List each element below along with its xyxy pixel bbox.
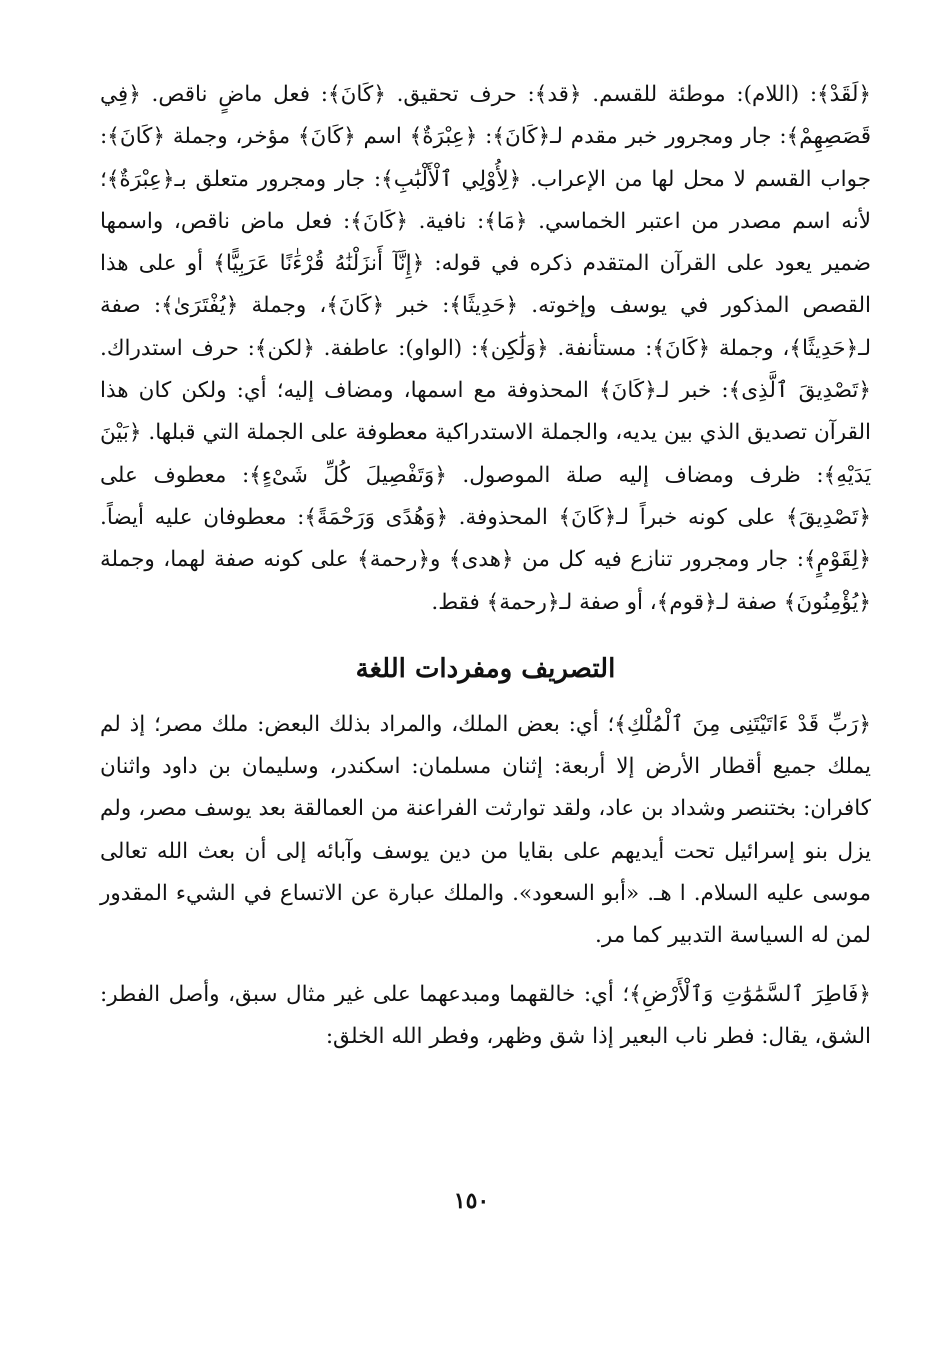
- book-page: [100, 74, 871, 1323]
- section-title: التصريف ومفردات اللغة: [355, 653, 616, 684]
- page-number: ١٥٠: [453, 1188, 490, 1214]
- morphology-paragraph-2: ﴿فَاطِرَ ٱلسَّمَٰوَٰتِ وَٱلْأَرْضِ﴾؛ أي: خالقهما ومبدعهما على غير مثال سبق، وأصل الفطر: الشق، يقال: فطر ناب البعير إذا شق وظهر، وفطر الله الخلق:: [100, 981, 871, 1049]
- paragraph-spacer: [100, 958, 871, 974]
- morphology-paragraph-1: ﴿رَبِّ قَدْ ءَاتَيْتَنِى مِنَ ٱلْمُلْكِ﴾؛ أي: بعض الملك، والمراد بذلك البعض: ملك مصر؛ إذ لم يملك جميع أقطار الأرض إلا أربعة: إثنان مسلمان: اسكندر، وسليمان بن داود واثنان كافران: بختنصر وشداد بن عاد، ولقد توارثت الفراعنة من العمالقة بعد يوسف مصر، ولم يزل بنو إسرائيل تحت أيديهم على بقايا من دين يوسف وآبائه إلى أن بعث الله تعالى موسى عليه السلام. ا هـ. «أبو السعود». والملك عبارة عن الاتساع في الشيء المقدور لمن له السياسة التدبير كما مر.: [100, 711, 871, 949]
- grammar-analysis-paragraph: ﴿لَقَدْ﴾: (اللام): موطئة للقسم. ﴿قد﴾: حرف تحقيق. ﴿كَانَ﴾: فعل ماضٍ ناقص. ﴿فِي قَصَصِهِمْ﴾: جار ومجرور خبر مقدم لـ﴿كَانَ﴾: ﴿عِبْرَةٌ﴾ اسم ﴿كَانَ﴾ مؤخر، وجملة ﴿كَانَ﴾: جواب القسم لا محل لها من الإعراب. ﴿لِأُوْلِي ٱلْأَلْبَٰبِ﴾: جار ومجرور متعلق بـ﴿عِبْرَةٌ﴾؛ لأنه اسم مصدر من اعتبر الخماسي. ﴿مَا﴾: نافية. ﴿كَانَ﴾: فعل ماض ناقص، واسمها ضمير يعود على القرآن المتقدم ذكره في قوله: ﴿إِنَّآ أَنزَلْنَٰهُ قُرْءَٰنًا عَرَبِيًّا﴾ أو على هذا القصص المذكور في يوسف وإخوته. ﴿حَدِيثًا﴾: خبر ﴿كَانَ﴾، وجملة ﴿يُفْتَرَىٰ﴾: صفة لـ﴿حَدِيثًا﴾، وجملة ﴿كَانَ﴾: مستأنفة. ﴿وَلَٰكِن﴾: (الواو): عاطفة. ﴿لكن﴾: حرف استدراك. ﴿تَصْدِيقَ ٱلَّذِى﴾: خبر لـ﴿كَانَ﴾ المحذوفة مع اسمها، ومضاف إليه؛ أي: ولكن كان هذا القرآن تصديق الذي بين يديه، والجملة الاستدراكية معطوفة على الجملة التي قبلها. ﴿بَيْنَ يَدَيْهِ﴾: ظرف ومضاف إليه صلة الموصول. ﴿وَتَفْصِيلَ كُلِّ شَىْءٍ﴾: معطوف على ﴿تَصْدِيقَ﴾ على كونه خبراً لـ﴿كَانَ﴾ المحذوفة. ﴿وَهُدًى وَرَحْمَةً﴾: معطوفان عليه أيضاً. ﴿لِقَوْمٍ﴾: جار ومجرور تنازع فيه كل من ﴿هدى﴾ و﴿رحمة﴾ على كونه صفة لهما، وجملة ﴿يُؤْمِنُونَ﴾ صفة لـ﴿قوم﴾، أو صفة لـ﴿رحمة﴾ فقط.: [100, 82, 871, 615]
